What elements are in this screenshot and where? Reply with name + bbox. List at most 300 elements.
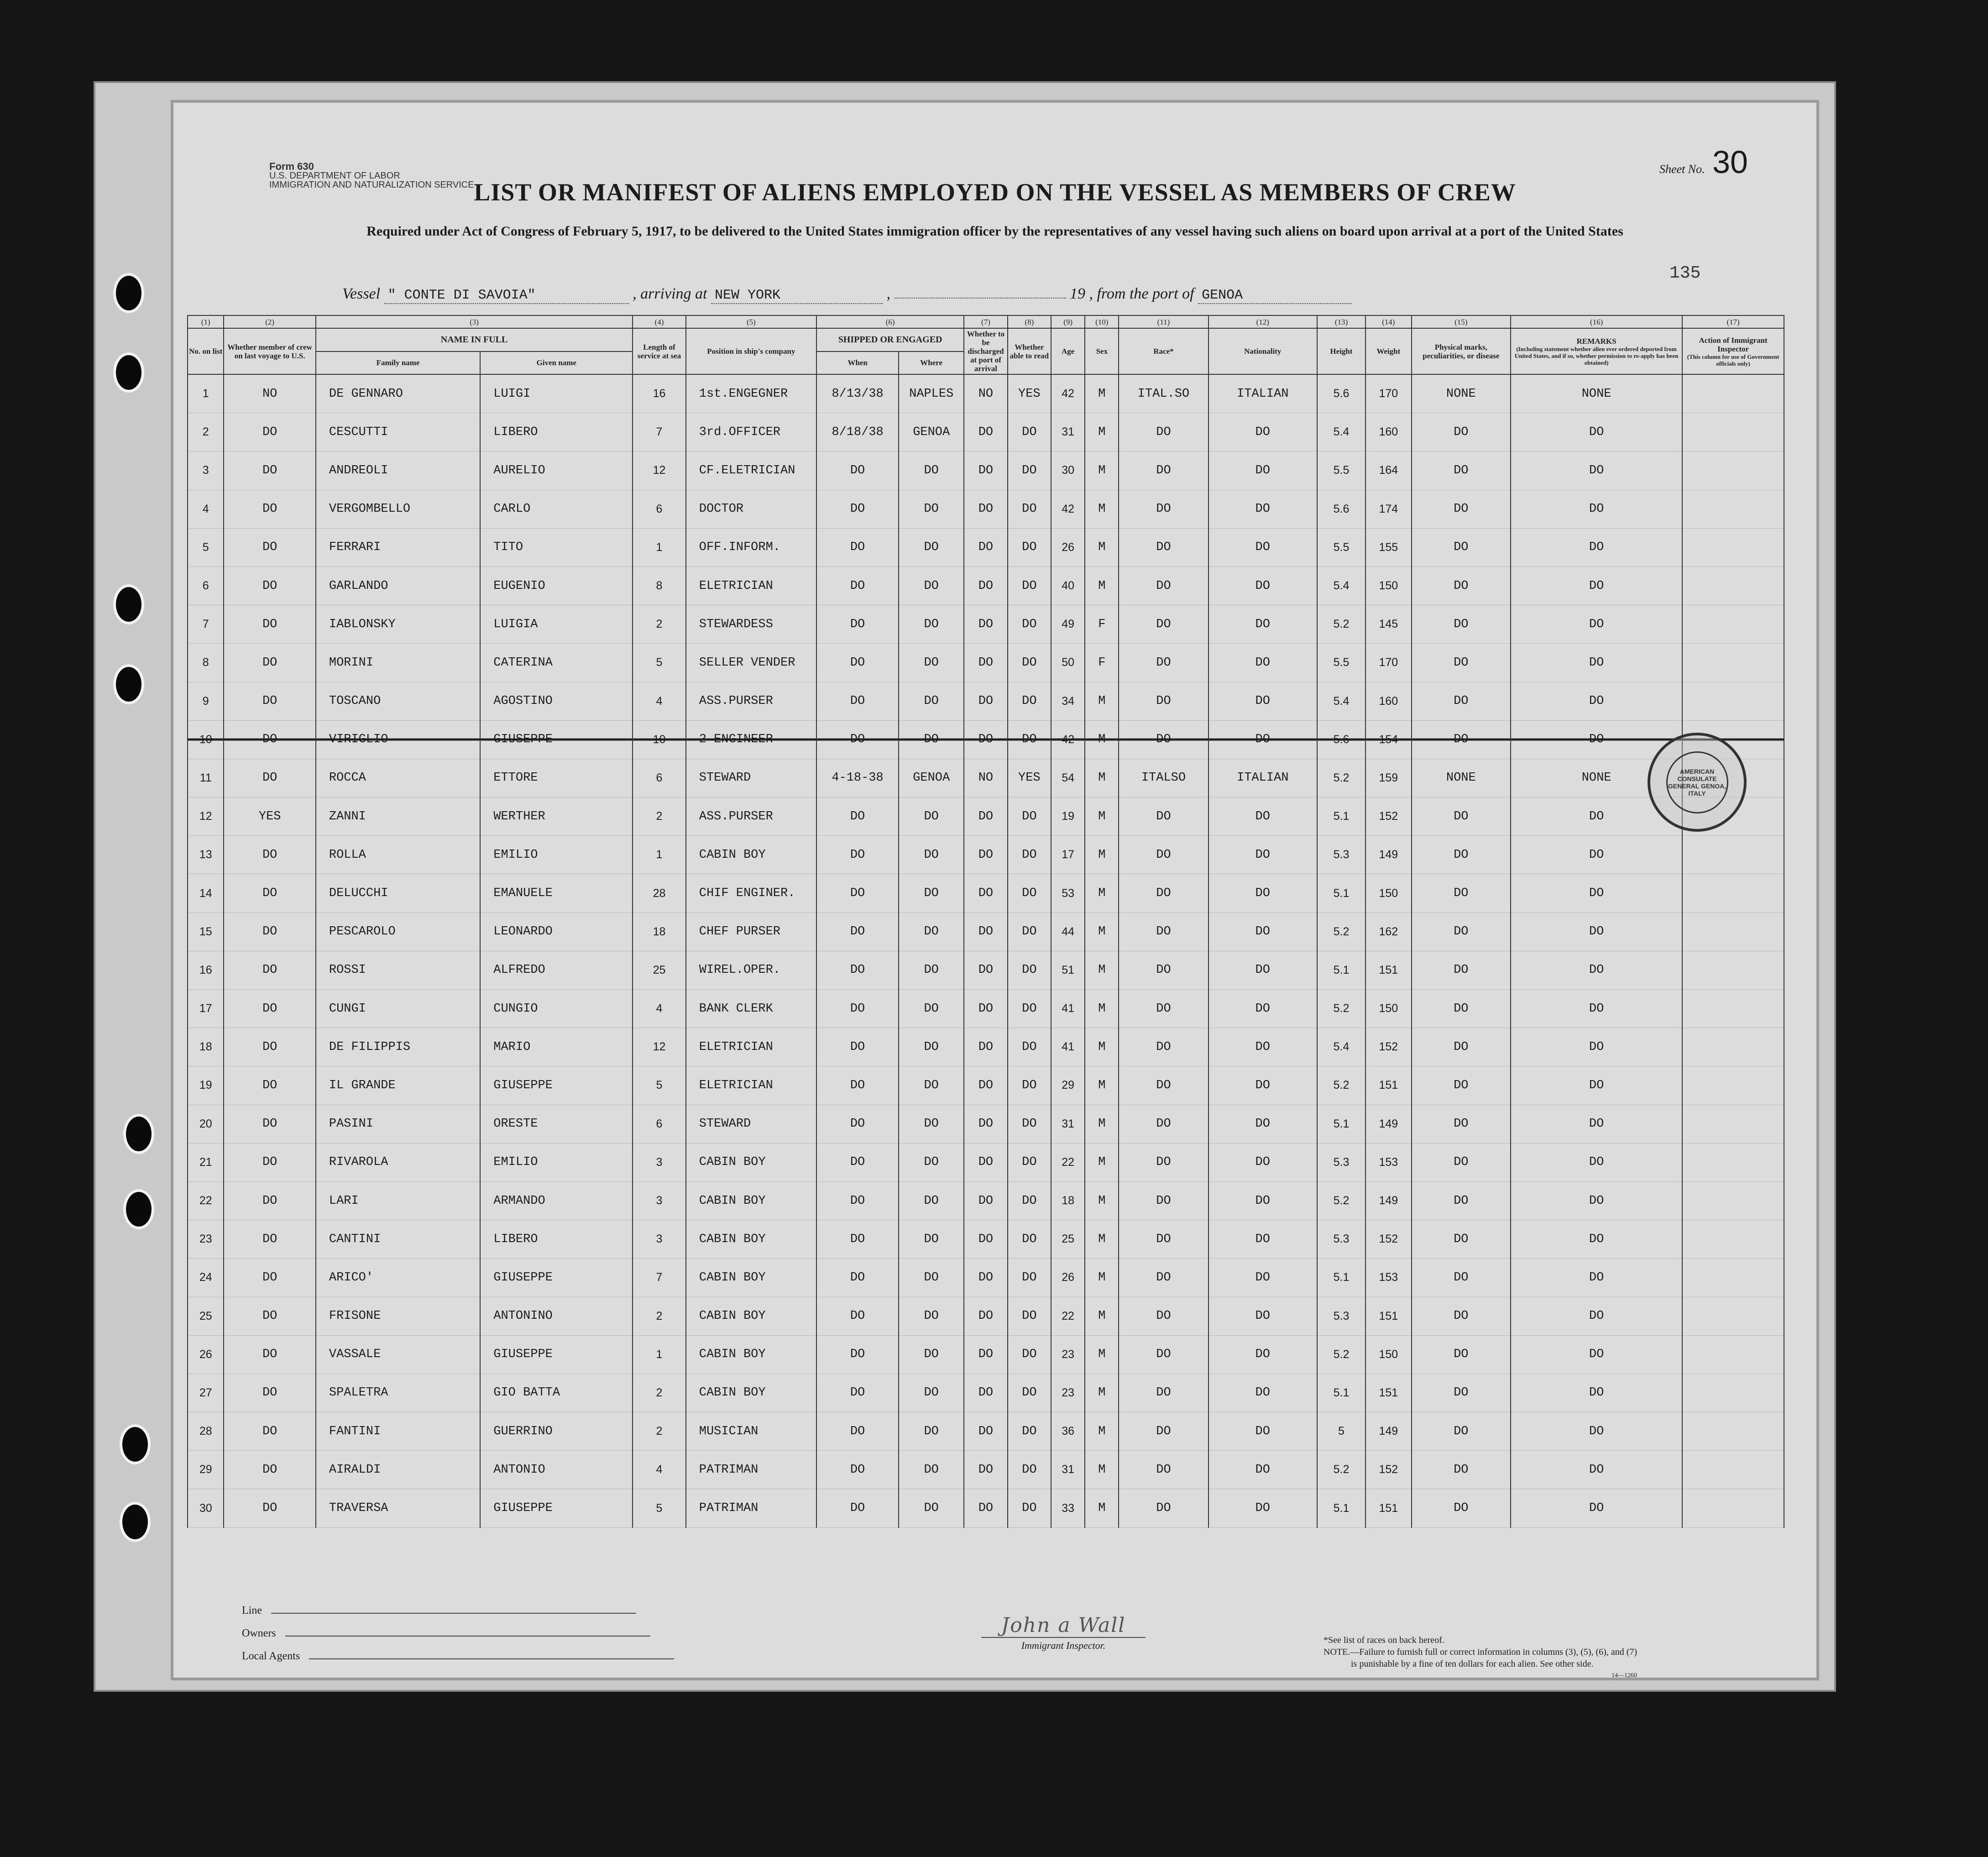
cell-sex: F: [1085, 644, 1119, 682]
cell-position: CABIN BOY: [686, 836, 816, 874]
race-note: *See list of races on back hereof.: [1324, 1635, 1444, 1645]
table-row: [188, 990, 1784, 1028]
cell-height: 5.5: [1317, 644, 1365, 682]
cell-row-number: 21: [188, 1143, 224, 1181]
cell-position: STEWARDESS: [686, 605, 816, 644]
header-position: Position in ship's company: [686, 328, 816, 374]
cell-nationality: ITALIAN: [1208, 374, 1317, 413]
cell-physical-marks: DO: [1412, 1374, 1511, 1412]
cell-position: CABIN BOY: [686, 1297, 816, 1335]
cell-weight: 151: [1365, 951, 1412, 989]
stamped-number: 135: [1669, 263, 1701, 283]
cell-weight: 149: [1365, 836, 1412, 874]
cell-family-name: IABLONSKY: [316, 605, 480, 644]
cell-family-name: PESCAROLO: [316, 913, 480, 951]
cell-position: ASS.PURSER: [686, 797, 816, 836]
cell-race: DO: [1119, 1181, 1208, 1220]
cell-physical-marks: NONE: [1412, 374, 1511, 413]
cell-shipped-when: DO: [816, 451, 899, 490]
cell-shipped-where: DO: [899, 1181, 964, 1220]
cell-nationality: DO: [1208, 1451, 1317, 1489]
cell-age: 51: [1051, 951, 1085, 989]
cell-to-be-discharged: DO: [964, 1335, 1007, 1374]
col-number: (4): [633, 315, 686, 328]
cell-length-of-service: 1: [633, 528, 686, 567]
cell-physical-marks: DO: [1412, 1105, 1511, 1143]
cell-given-name: CUNGIO: [480, 990, 633, 1028]
cell-sex: M: [1085, 913, 1119, 951]
cell-age: 54: [1051, 759, 1085, 797]
consulate-seal-text: AMERICAN CONSULATE GENERAL GENOA, ITALY: [1666, 751, 1728, 813]
cell-length-of-service: 3: [633, 1181, 686, 1220]
cell-shipped-where: DO: [899, 567, 964, 605]
cell-family-name: CANTINI: [316, 1220, 480, 1259]
table-row: [188, 644, 1784, 682]
cell-row-number: 3: [188, 451, 224, 490]
cell-race: DO: [1119, 797, 1208, 836]
cell-shipped-when: DO: [816, 836, 899, 874]
cell-row-number: 2: [188, 413, 224, 451]
cell-height: 5.6: [1317, 490, 1365, 528]
col-number: (15): [1412, 315, 1511, 328]
cell-position: CABIN BOY: [686, 1220, 816, 1259]
cell-nationality: DO: [1208, 1297, 1317, 1335]
sheet-number-field: [1659, 144, 1748, 180]
header-able-to-read: Whether able to read: [1008, 328, 1051, 374]
cell-able-to-read: DO: [1008, 682, 1051, 720]
cell-shipped-where: NAPLES: [899, 374, 964, 413]
cell-remarks: DO: [1511, 1105, 1682, 1143]
cell-row-number: 18: [188, 1028, 224, 1066]
cell-family-name: FERRARI: [316, 528, 480, 567]
cell-family-name: FRISONE: [316, 1297, 480, 1335]
cell-to-be-discharged: DO: [964, 644, 1007, 682]
cell-sex: M: [1085, 1489, 1119, 1527]
cell-given-name: WERTHER: [480, 797, 633, 836]
cell-shipped-when: DO: [816, 682, 899, 720]
cell-to-be-discharged: DO: [964, 567, 1007, 605]
cell-row-number: 22: [188, 1181, 224, 1220]
cell-nationality: DO: [1208, 720, 1317, 759]
cell-inspector-action: [1682, 682, 1784, 720]
cell-length-of-service: 8: [633, 567, 686, 605]
cell-height: 5.4: [1317, 1028, 1365, 1066]
cell-weight: 152: [1365, 1451, 1412, 1489]
cell-to-be-discharged: DO: [964, 990, 1007, 1028]
cell-position: BANK CLERK: [686, 990, 816, 1028]
cell-given-name: GIUSEPPE: [480, 1489, 633, 1527]
cell-inspector-action: [1682, 1297, 1784, 1335]
cell-length-of-service: 2: [633, 797, 686, 836]
cell-shipped-where: DO: [899, 1489, 964, 1527]
cell-member-last-voyage: DO: [224, 1220, 315, 1259]
cell-position: MUSICIAN: [686, 1412, 816, 1451]
cell-shipped-when: DO: [816, 913, 899, 951]
cell-nationality: DO: [1208, 1412, 1317, 1451]
cell-member-last-voyage: DO: [224, 874, 315, 913]
cell-shipped-where: DO: [899, 1066, 964, 1105]
cell-physical-marks: DO: [1412, 1489, 1511, 1527]
cell-race: DO: [1119, 836, 1208, 874]
cell-weight: 151: [1365, 1066, 1412, 1105]
cell-height: 5.1: [1317, 1489, 1365, 1527]
cell-sex: M: [1085, 836, 1119, 874]
cell-to-be-discharged: DO: [964, 1451, 1007, 1489]
cell-shipped-when: DO: [816, 990, 899, 1028]
cell-nationality: DO: [1208, 990, 1317, 1028]
cell-able-to-read: DO: [1008, 1143, 1051, 1181]
cell-to-be-discharged: DO: [964, 413, 1007, 451]
cell-given-name: EMANUELE: [480, 874, 633, 913]
cell-family-name: VERGOMBELLO: [316, 490, 480, 528]
cell-member-last-voyage: DO: [224, 528, 315, 567]
header-weight: Weight: [1365, 328, 1412, 374]
cell-nationality: DO: [1208, 951, 1317, 989]
cell-height: 5.1: [1317, 874, 1365, 913]
cell-row-number: 16: [188, 951, 224, 989]
cell-row-number: 10: [188, 720, 224, 759]
cell-able-to-read: DO: [1008, 413, 1051, 451]
cell-age: 30: [1051, 451, 1085, 490]
cell-height: 5.3: [1317, 1220, 1365, 1259]
cell-family-name: DELUCCHI: [316, 874, 480, 913]
cell-weight: 154: [1365, 720, 1412, 759]
cell-nationality: DO: [1208, 1143, 1317, 1181]
cell-age: 44: [1051, 913, 1085, 951]
cell-weight: 152: [1365, 797, 1412, 836]
cell-length-of-service: 2: [633, 1374, 686, 1412]
cell-given-name: ARMANDO: [480, 1181, 633, 1220]
cell-length-of-service: 6: [633, 490, 686, 528]
col-number: (17): [1682, 315, 1784, 328]
cell-able-to-read: DO: [1008, 451, 1051, 490]
cell-to-be-discharged: DO: [964, 1066, 1007, 1105]
cell-weight: 149: [1365, 1412, 1412, 1451]
cell-member-last-voyage: DO: [224, 1297, 315, 1335]
table-row: [188, 490, 1784, 528]
cell-sex: M: [1085, 951, 1119, 989]
cell-to-be-discharged: DO: [964, 1105, 1007, 1143]
cell-able-to-read: DO: [1008, 1105, 1051, 1143]
table-row: [188, 1066, 1784, 1105]
cell-to-be-discharged: DO: [964, 1374, 1007, 1412]
cell-given-name: LUIGI: [480, 374, 633, 413]
fine-note-continued: is punishable by a fine of ten dollars for each alien. See other side.: [1351, 1659, 1594, 1669]
cell-height: 5.4: [1317, 682, 1365, 720]
table-row: [188, 759, 1784, 797]
cell-remarks: DO: [1511, 913, 1682, 951]
cell-race: DO: [1119, 990, 1208, 1028]
cell-physical-marks: DO: [1412, 1297, 1511, 1335]
cell-physical-marks: DO: [1412, 1028, 1511, 1066]
cell-shipped-where: DO: [899, 528, 964, 567]
cell-height: 5.2: [1317, 913, 1365, 951]
cell-position: CABIN BOY: [686, 1259, 816, 1297]
table-row: [188, 1028, 1784, 1066]
crew-rows: [188, 374, 1784, 1527]
cell-family-name: PASINI: [316, 1105, 480, 1143]
cell-remarks: DO: [1511, 1374, 1682, 1412]
cell-row-number: 25: [188, 1297, 224, 1335]
cell-nationality: DO: [1208, 528, 1317, 567]
cell-family-name: DE GENNARO: [316, 374, 480, 413]
cell-given-name: LEONARDO: [480, 913, 633, 951]
cell-length-of-service: 7: [633, 413, 686, 451]
cell-able-to-read: YES: [1008, 374, 1051, 413]
cell-shipped-where: DO: [899, 1143, 964, 1181]
cell-to-be-discharged: DO: [964, 528, 1007, 567]
cell-inspector-action: [1682, 451, 1784, 490]
cell-age: 23: [1051, 1374, 1085, 1412]
cell-member-last-voyage: DO: [224, 413, 315, 451]
cell-shipped-where: DO: [899, 451, 964, 490]
cell-height: 5.2: [1317, 990, 1365, 1028]
cell-given-name: GUERRINO: [480, 1412, 633, 1451]
cell-shipped-where: DO: [899, 490, 964, 528]
cell-row-number: 13: [188, 836, 224, 874]
cell-inspector-action: [1682, 1143, 1784, 1181]
table-row: [188, 413, 1784, 451]
cell-shipped-when: DO: [816, 1220, 899, 1259]
table-row: [188, 797, 1784, 836]
cell-nationality: DO: [1208, 682, 1317, 720]
cell-row-number: 11: [188, 759, 224, 797]
cell-physical-marks: DO: [1412, 797, 1511, 836]
cell-age: 53: [1051, 874, 1085, 913]
cell-inspector-action: [1682, 1181, 1784, 1220]
cell-family-name: LARI: [316, 1181, 480, 1220]
cell-remarks: DO: [1511, 1412, 1682, 1451]
cell-given-name: GIUSEPPE: [480, 720, 633, 759]
table-row: [188, 682, 1784, 720]
arriving-port: NEW YORK: [711, 288, 883, 304]
cell-race: ITAL.SO: [1119, 374, 1208, 413]
cell-family-name: DE FILIPPIS: [316, 1028, 480, 1066]
cell-remarks: DO: [1511, 1451, 1682, 1489]
cell-member-last-voyage: DO: [224, 1143, 315, 1181]
cell-position: OFF.INFORM.: [686, 528, 816, 567]
cell-able-to-read: DO: [1008, 1335, 1051, 1374]
cell-shipped-when: DO: [816, 1105, 899, 1143]
cell-family-name: ROLLA: [316, 836, 480, 874]
col-number: (11): [1119, 315, 1208, 328]
cell-given-name: EMILIO: [480, 836, 633, 874]
cell-member-last-voyage: DO: [224, 913, 315, 951]
cell-sex: M: [1085, 874, 1119, 913]
cell-able-to-read: DO: [1008, 528, 1051, 567]
cell-able-to-read: DO: [1008, 490, 1051, 528]
cell-sex: M: [1085, 1297, 1119, 1335]
cell-able-to-read: DO: [1008, 1412, 1051, 1451]
cell-able-to-read: DO: [1008, 1181, 1051, 1220]
cell-length-of-service: 5: [633, 1066, 686, 1105]
cell-family-name: VASSALE: [316, 1335, 480, 1374]
cell-to-be-discharged: NO: [964, 374, 1007, 413]
header-inspector-action-note: (This column for use of Government officials only): [1687, 353, 1779, 367]
cell-sex: F: [1085, 605, 1119, 644]
cell-to-be-discharged: DO: [964, 720, 1007, 759]
cell-age: 49: [1051, 605, 1085, 644]
col-number: (7): [964, 315, 1007, 328]
cell-weight: 170: [1365, 374, 1412, 413]
cell-shipped-when: DO: [816, 567, 899, 605]
cell-nationality: DO: [1208, 797, 1317, 836]
cell-remarks: DO: [1511, 1259, 1682, 1297]
cell-age: 25: [1051, 1220, 1085, 1259]
cell-to-be-discharged: DO: [964, 1028, 1007, 1066]
cell-position: DOCTOR: [686, 490, 816, 528]
cell-position: CHEF PURSER: [686, 913, 816, 951]
cell-height: 5.4: [1317, 567, 1365, 605]
cell-able-to-read: DO: [1008, 1374, 1051, 1412]
cell-shipped-when: 8/18/38: [816, 413, 899, 451]
cell-to-be-discharged: DO: [964, 605, 1007, 644]
cell-family-name: MORINI: [316, 644, 480, 682]
cell-weight: 152: [1365, 1220, 1412, 1259]
cell-sex: M: [1085, 1105, 1119, 1143]
cell-given-name: TITO: [480, 528, 633, 567]
cell-nationality: ITALIAN: [1208, 759, 1317, 797]
cell-shipped-where: DO: [899, 1412, 964, 1451]
cell-remarks: DO: [1511, 1297, 1682, 1335]
cell-position: 3rd.OFFICER: [686, 413, 816, 451]
cell-given-name: ANTONIO: [480, 1451, 633, 1489]
col-number: (5): [686, 315, 816, 328]
cell-able-to-read: DO: [1008, 913, 1051, 951]
table-row: [188, 374, 1784, 413]
cell-weight: 160: [1365, 413, 1412, 451]
cell-row-number: 27: [188, 1374, 224, 1412]
cell-remarks: DO: [1511, 1220, 1682, 1259]
cell-length-of-service: 3: [633, 1220, 686, 1259]
department-name: U.S. DEPARTMENT OF LABOR: [269, 171, 400, 181]
cell-able-to-read: DO: [1008, 605, 1051, 644]
cell-position: CHIF ENGINER.: [686, 874, 816, 913]
cell-sex: M: [1085, 528, 1119, 567]
cell-weight: 162: [1365, 913, 1412, 951]
cell-shipped-when: DO: [816, 874, 899, 913]
cell-height: 5.1: [1317, 797, 1365, 836]
cell-to-be-discharged: NO: [964, 759, 1007, 797]
cell-shipped-where: DO: [899, 874, 964, 913]
cell-shipped-when: DO: [816, 490, 899, 528]
cell-to-be-discharged: DO: [964, 836, 1007, 874]
cell-row-number: 20: [188, 1105, 224, 1143]
cell-physical-marks: DO: [1412, 528, 1511, 567]
cell-remarks: DO: [1511, 951, 1682, 989]
cell-age: 33: [1051, 1489, 1085, 1527]
cell-member-last-voyage: DO: [224, 1489, 315, 1527]
cell-remarks: DO: [1511, 797, 1682, 836]
cell-to-be-discharged: DO: [964, 490, 1007, 528]
cell-remarks: DO: [1511, 1181, 1682, 1220]
cell-shipped-when: 4-18-38: [816, 759, 899, 797]
cell-age: 19: [1051, 797, 1085, 836]
cell-shipped-when: DO: [816, 1143, 899, 1181]
cell-shipped-when: DO: [816, 1028, 899, 1066]
cell-member-last-voyage: DO: [224, 1028, 315, 1066]
cell-shipped-when: DO: [816, 605, 899, 644]
cell-row-number: 24: [188, 1259, 224, 1297]
cell-row-number: 8: [188, 644, 224, 682]
header-name-in-full: NAME IN FULL: [316, 328, 633, 351]
header-remarks-title: REMARKS: [1576, 336, 1617, 346]
cell-member-last-voyage: DO: [224, 759, 315, 797]
table-row: [188, 1259, 1784, 1297]
agents-label: Local Agents: [242, 1650, 300, 1662]
cell-to-be-discharged: DO: [964, 451, 1007, 490]
cell-position: ELETRICIAN: [686, 1028, 816, 1066]
cell-row-number: 26: [188, 1335, 224, 1374]
cell-member-last-voyage: DO: [224, 1181, 315, 1220]
cell-given-name: ANTONINO: [480, 1297, 633, 1335]
cell-height: 5.2: [1317, 605, 1365, 644]
cell-able-to-read: DO: [1008, 720, 1051, 759]
cell-height: 5.3: [1317, 836, 1365, 874]
cell-physical-marks: DO: [1412, 605, 1511, 644]
cell-nationality: DO: [1208, 1374, 1317, 1412]
cell-position: CABIN BOY: [686, 1181, 816, 1220]
cell-member-last-voyage: YES: [224, 797, 315, 836]
cell-position: PATRIMAN: [686, 1489, 816, 1527]
cell-race: DO: [1119, 1297, 1208, 1335]
table-row: [188, 605, 1784, 644]
cell-height: 5.4: [1317, 413, 1365, 451]
cell-height: 5.2: [1317, 1335, 1365, 1374]
cell-age: 40: [1051, 567, 1085, 605]
cell-row-number: 19: [188, 1066, 224, 1105]
cell-length-of-service: 2: [633, 1412, 686, 1451]
cell-height: 5: [1317, 1412, 1365, 1451]
cell-inspector-action: [1682, 490, 1784, 528]
col-number: (6): [816, 315, 964, 328]
header-nationality: Nationality: [1208, 328, 1317, 374]
consulate-seal: [1648, 733, 1747, 832]
cell-race: DO: [1119, 1374, 1208, 1412]
cell-shipped-when: DO: [816, 1259, 899, 1297]
cell-remarks: DO: [1511, 682, 1682, 720]
table-row: [188, 1451, 1784, 1489]
cell-physical-marks: DO: [1412, 644, 1511, 682]
inspector-signature: John a Wall: [1001, 1614, 1126, 1637]
cell-family-name: FANTINI: [316, 1412, 480, 1451]
cell-family-name: ROCCA: [316, 759, 480, 797]
cell-physical-marks: NONE: [1412, 759, 1511, 797]
cell-to-be-discharged: DO: [964, 1297, 1007, 1335]
cell-length-of-service: 2: [633, 605, 686, 644]
line-blank: [271, 1613, 636, 1614]
vessel-label: Vessel: [342, 285, 381, 302]
cell-race: DO: [1119, 644, 1208, 682]
cell-physical-marks: DO: [1412, 1143, 1511, 1181]
cell-to-be-discharged: DO: [964, 1181, 1007, 1220]
cell-remarks: DO: [1511, 605, 1682, 644]
cell-inspector-action: [1682, 605, 1784, 644]
cell-physical-marks: DO: [1412, 451, 1511, 490]
manifest-sheet: [173, 103, 1816, 1678]
cell-to-be-discharged: DO: [964, 913, 1007, 951]
cell-weight: 145: [1365, 605, 1412, 644]
cell-height: 5.1: [1317, 1374, 1365, 1412]
cell-race: DO: [1119, 682, 1208, 720]
form-code: 14—1260: [1611, 1672, 1637, 1679]
cell-shipped-where: DO: [899, 797, 964, 836]
cell-position: CABIN BOY: [686, 1335, 816, 1374]
cell-physical-marks: DO: [1412, 720, 1511, 759]
cell-family-name: SPALETRA: [316, 1374, 480, 1412]
col-number: (12): [1208, 315, 1317, 328]
header-inspector-action: [1682, 328, 1784, 374]
